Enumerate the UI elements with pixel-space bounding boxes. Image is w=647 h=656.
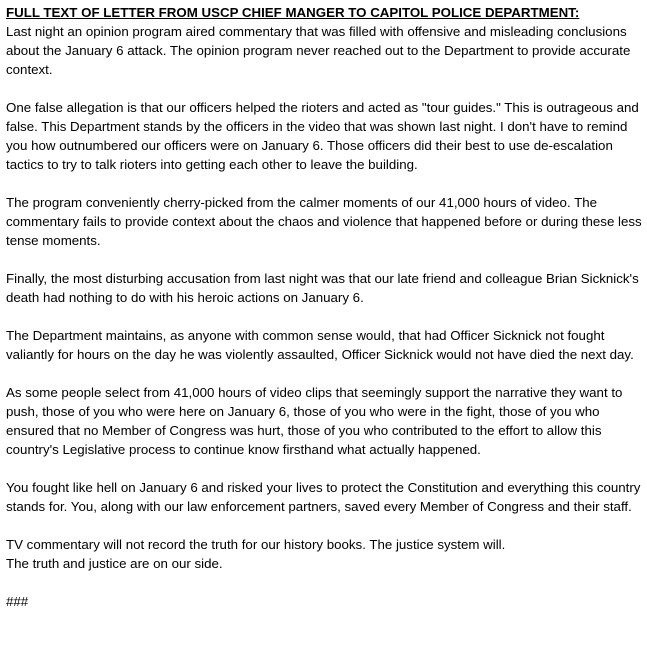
paragraph-spacer: [6, 79, 642, 98]
paragraph-spacer: [6, 516, 642, 535]
paragraph-department-maintains: The Department maintains, as anyone with common sense would, that had Officer Sicknick not fought valiantly for hours on the day he was violently assaulted, Officer Sicknick would not have died the next day.: [6, 328, 634, 362]
paragraph-truth-justice: The truth and justice are on our side.: [6, 556, 223, 571]
paragraph-spacer: [6, 174, 642, 193]
paragraph-tv-commentary: TV commentary will not record the truth for our history books. The justice system will.: [6, 537, 506, 552]
end-marker: ###: [6, 594, 29, 609]
paragraph-spacer: [6, 307, 642, 326]
paragraph-spacer: [6, 459, 642, 478]
paragraph-spacer: [6, 573, 642, 592]
paragraph-opening: Last night an opinion program aired commentary that was filled with offensive and misleading conclusions about the January 6 attack. The opinion program never reached out to the Department to provide accurate context.: [6, 24, 631, 77]
paragraph-fought-like-hell: You fought like hell on January 6 and risked your lives to protect the Constitution and everything this country stands for. You, along with our law enforcement partners, saved every Member of Congress and their staff.: [6, 480, 641, 514]
paragraph-false-allegation: One false allegation is that our officers helped the rioters and acted as "tour guides." This is outrageous and false. This Department stands by the officers in the video that was shown last night. I don't have to remind you how outnumbered our officers were on January 6. Those officers did their best to use de-escalation tactics to try to talk rioters into getting each other to leave the building.: [6, 100, 639, 172]
paragraph-cherry-picked: The program conveniently cherry-picked from the calmer moments of our 41,000 hours of video. The commentary fails to provide context about the chaos and violence that happened before or during these less tense moments.: [6, 195, 642, 248]
paragraph-sicknick-accusation: Finally, the most disturbing accusation from last night was that our late friend and colleague Brian Sicknick's death had nothing to do with his heroic actions on January 6.: [6, 271, 639, 305]
paragraph-video-clips: As some people select from 41,000 hours of video clips that seemingly support the narrative they want to push, those of you who were here on January 6, those of you who were in the fight, those of you who ensured that no Member of Congress was hurt, those of you who contributed to the effort to allow this country's Legislative process to continue know firsthand what actually happened.: [6, 385, 623, 457]
paragraph-spacer: [6, 364, 642, 383]
letter-document: [6, 3, 642, 611]
letter-title: FULL TEXT OF LETTER FROM USCP CHIEF MANGER TO CAPITOL POLICE DEPARTMENT:: [6, 5, 580, 20]
paragraph-spacer: [6, 250, 642, 269]
